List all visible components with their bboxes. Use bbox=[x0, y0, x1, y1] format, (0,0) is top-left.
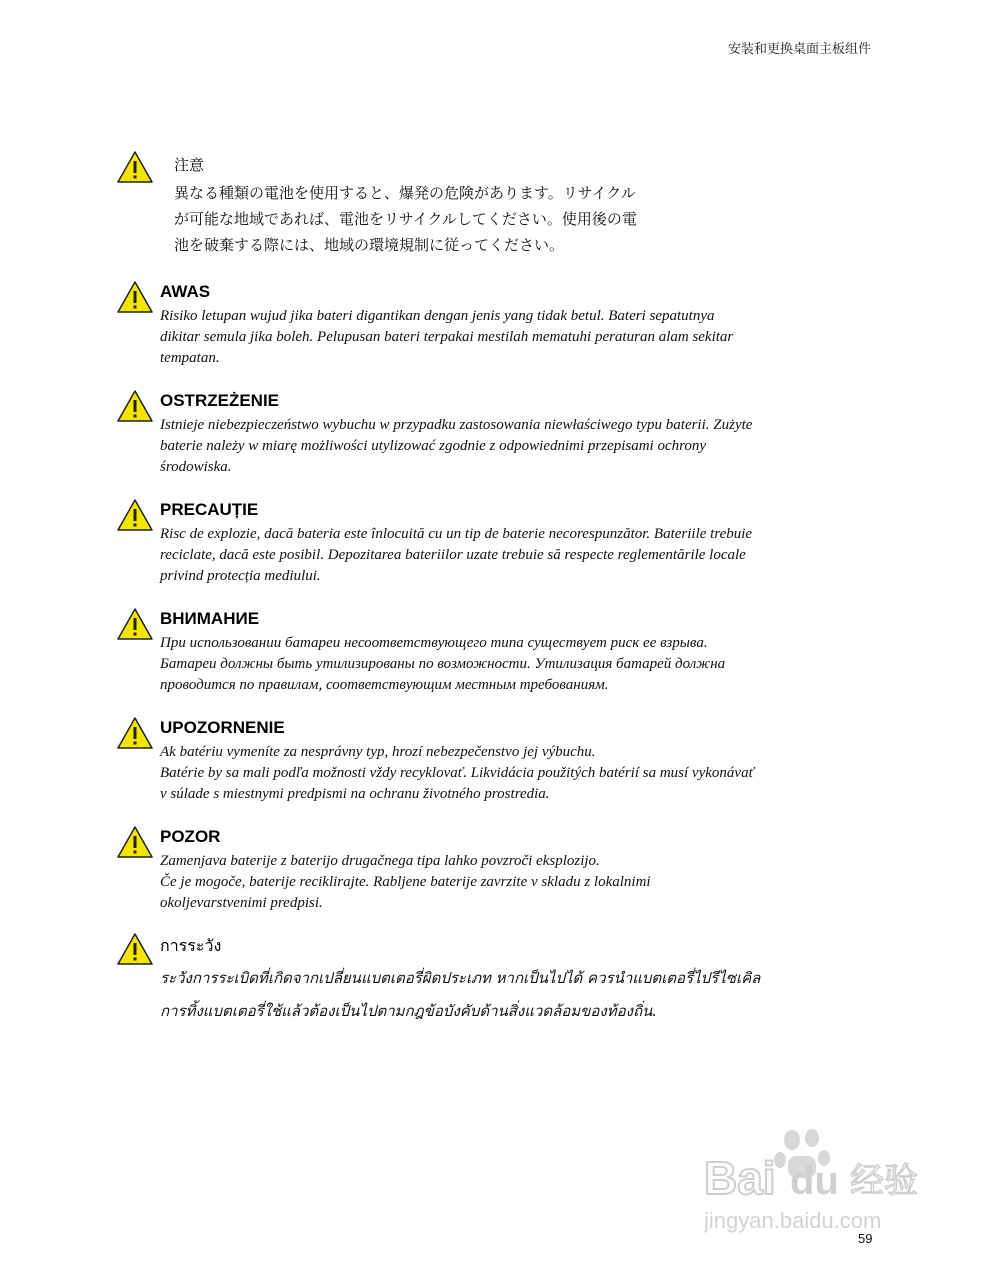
warning-triangle-icon bbox=[116, 389, 154, 423]
caution-line: Risiko letupan wujud jika bateri digantikan dengan jenis yang tidak betul. Bateri sepatutnya bbox=[160, 308, 715, 324]
caution-line: v súlade s miestnymi predpismi na ochranu životného prostredia. bbox=[160, 786, 550, 802]
caution-line: reciclate, dacă este posibil. Depozitarea bateriilor uzate trebuie să respecte reglementările locale bbox=[160, 547, 746, 563]
caution-line: Batérie by sa mali podľa možnosti vždy recyklovať. Likvidácia použitých batérií sa musí vykonávať bbox=[160, 765, 755, 781]
caution-body bbox=[160, 633, 860, 696]
caution-line: tempatan. bbox=[160, 350, 220, 366]
caution-body bbox=[160, 524, 860, 587]
warning-triangle-icon bbox=[116, 150, 154, 184]
caution-line: Ak batériu vymeníte za nesprávny typ, hrozí nebezpečenstvo jej výbuchu. bbox=[160, 744, 596, 760]
warning-triangle-icon bbox=[116, 498, 154, 532]
caution-line: が可能な地域であれば、電池をリサイクルしてください。使用後の電 bbox=[174, 210, 637, 228]
caution-line: การทิ้งแบตเตอรี่ใช้แล้วต้องเป็นไปตามกฎข้อบังคับด้านสิ่งแวดล้อมของท้องถิ่น. bbox=[160, 1002, 658, 1020]
baidu-watermark bbox=[700, 1128, 940, 1238]
caution-line: При использовании батареи несоответствующего типа существует риск ее взрыва. bbox=[160, 635, 708, 651]
caution-body bbox=[174, 180, 774, 258]
caution-line: baterie należy w miarę możliwości utylizować zgodnie z odpowiednimi przepisami ochrony bbox=[160, 438, 707, 454]
caution-line: ระวังการระเบิดที่เกิดจากเปลี่ยนแบตเตอรี่ผิดประเภท หากเป็นไปได้ ควรนำแบตเตอรี่ไปรีไซเคิล bbox=[160, 969, 761, 987]
caution-title: ВНИМАНИЕ bbox=[160, 609, 260, 628]
caution-line: 池を破棄する際には、地域の環境規制に従ってください。 bbox=[174, 236, 565, 254]
caution-body bbox=[160, 742, 860, 805]
caution-line: Istnieje niebezpieczeństwo wybuchu w przypadku zastosowania niewłaściwego typu baterii. Zużyte bbox=[160, 417, 753, 433]
caution-title: การระวัง bbox=[160, 936, 222, 955]
caution-title: AWAS bbox=[160, 282, 211, 301]
caution-title: 注意 bbox=[174, 156, 205, 174]
warning-triangle-icon bbox=[116, 280, 154, 314]
warning-triangle-icon bbox=[116, 825, 154, 859]
caution-title: OSTRZEŻENIE bbox=[160, 391, 280, 410]
page-number: 59 bbox=[858, 1231, 873, 1246]
caution-line: Če je mogoče, baterije reciklirajte. Rabljene baterije zavrzite v skladu z lokalnimi bbox=[160, 874, 651, 890]
caution-line: проводится по правилам, соответствующим местным требованиям. bbox=[160, 677, 609, 693]
watermark-url: jingyan.baidu.com bbox=[704, 1208, 882, 1233]
caution-body bbox=[160, 962, 880, 1028]
warning-triangle-icon bbox=[116, 932, 154, 966]
watermark-brand-box: du bbox=[790, 1159, 839, 1203]
caution-body bbox=[160, 306, 860, 369]
caution-line: Risc de explozie, dacă bateria este înlocuită cu un tip de baterie necorespunzător. Bateriile trebuie bbox=[160, 526, 753, 542]
watermark-cn: 经验 bbox=[850, 1161, 918, 1201]
caution-line: Zamenjava baterije z baterijo drugačnega tipa lahko povzroči eksplozijo. bbox=[160, 853, 600, 869]
caution-line: środowiska. bbox=[160, 459, 232, 475]
warning-triangle-icon bbox=[116, 607, 154, 641]
caution-title: UPOZORNENIE bbox=[160, 718, 285, 737]
caution-line: 異なる種類の電池を使用すると、爆発の危険があります。リサイクル bbox=[174, 184, 636, 202]
caution-title: PRECAUȚIE bbox=[160, 500, 259, 519]
caution-title: POZOR bbox=[160, 827, 221, 846]
caution-line: dikitar semula jika boleh. Pelupusan bateri terpakai mestilah mematuhi peraturan alam sekitar bbox=[160, 329, 734, 345]
caution-line: okoljevarstvenimi predpisi. bbox=[160, 895, 323, 911]
caution-body bbox=[160, 851, 860, 914]
caution-body bbox=[160, 415, 860, 478]
running-header: 安装和更换桌面主板组件 bbox=[727, 42, 871, 57]
warning-triangle-icon bbox=[116, 716, 154, 750]
watermark-brand: Bai bbox=[704, 1152, 776, 1204]
caution-line: Батареи должны быть утилизированы по возможности. Утилизация батарей должна bbox=[160, 656, 726, 672]
caution-line: privind protecția mediului. bbox=[160, 568, 321, 584]
